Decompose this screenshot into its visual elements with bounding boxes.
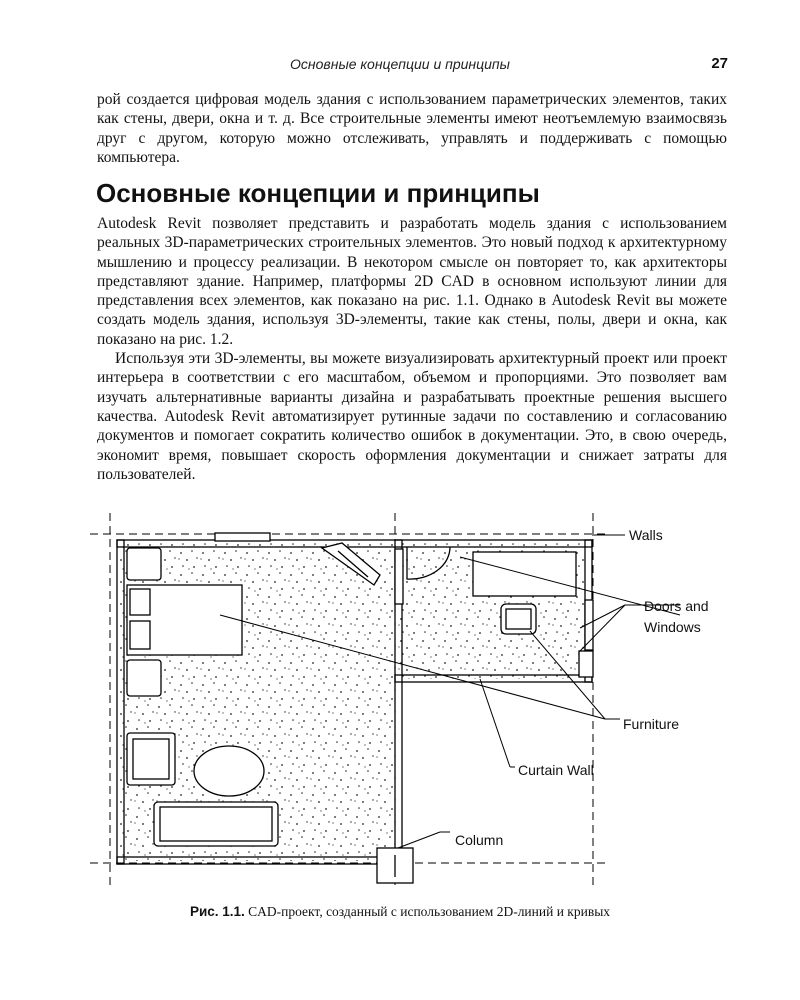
section-body (97, 214, 727, 484)
body-paragraph-1: Autodesk Revit позволяет представить и разработать модель здания с использованием реальных 3D-параметрических строительных элементов. Это новый подход к архитектурному мышлению и процессу реализации. В некотором смысле он повторяет то, как архитекторы представляют здание. Например, платформы 2D CAD в основном используют линии для представления всех элементов, как показано на рис. 1.1. Однако в Autodesk Revit вы можете создать модель здания, используя 3D-элементы, такие как стены, полы, двери и окна, как показано на рис. 1.2. (97, 215, 727, 348)
callout-curtain-wall: Curtain Wall (518, 762, 594, 778)
body-paragraph-2: Используя эти 3D-элементы, вы можете визуализировать архитектурный проект или проект интерьера в соответствии с его масштабом, объемом и пропорциями. Это позволяет вам изучать альтернативные варианты дизайна и разрабатывать проектные решения высшего качества. Autodesk Revit автоматизирует рутинные задачи по составлению и согласованию документов и помогает сократить количество ошибок в документации. Это, в свою очередь, экономит время, повышает скорость оформления документации и снижает затраты для пользователей. (97, 350, 727, 483)
callout-doors-line1: Doors and (644, 598, 709, 614)
callout-walls: Walls (629, 527, 663, 543)
page-number: 27 (711, 55, 728, 72)
intro-text: рой создается цифровая модель здания с использованием параметрических элементов, таких как стены, двери, окна и т. д. Все строительные элементы имеют неотъемлемую взаимосвязь друг с другом, которую можно отслеживать, управлять и поддерживать с помощью компьютера. (97, 91, 727, 166)
callout-column: Column (455, 832, 504, 848)
callout-furniture: Furniture (623, 716, 680, 732)
intro-paragraph (97, 90, 727, 167)
door-frame (395, 549, 403, 604)
door-right (579, 651, 593, 677)
callout-doors-line2: Windows (644, 619, 701, 635)
section-heading: Основные концепции и принципы (96, 178, 540, 208)
running-title: Основные концепции и принципы (290, 56, 510, 72)
column (377, 848, 413, 883)
figure-caption-number: Рис. 1.1. (189, 904, 245, 919)
window-top (215, 533, 270, 541)
cad-floor-plan-figure (90, 505, 740, 895)
table (194, 746, 264, 796)
figure-caption-text: CAD-проект, созданный с использованием 2D-линий и кривых (248, 904, 611, 919)
floor-plan-drawing (90, 505, 740, 895)
figure-caption (0, 904, 800, 920)
